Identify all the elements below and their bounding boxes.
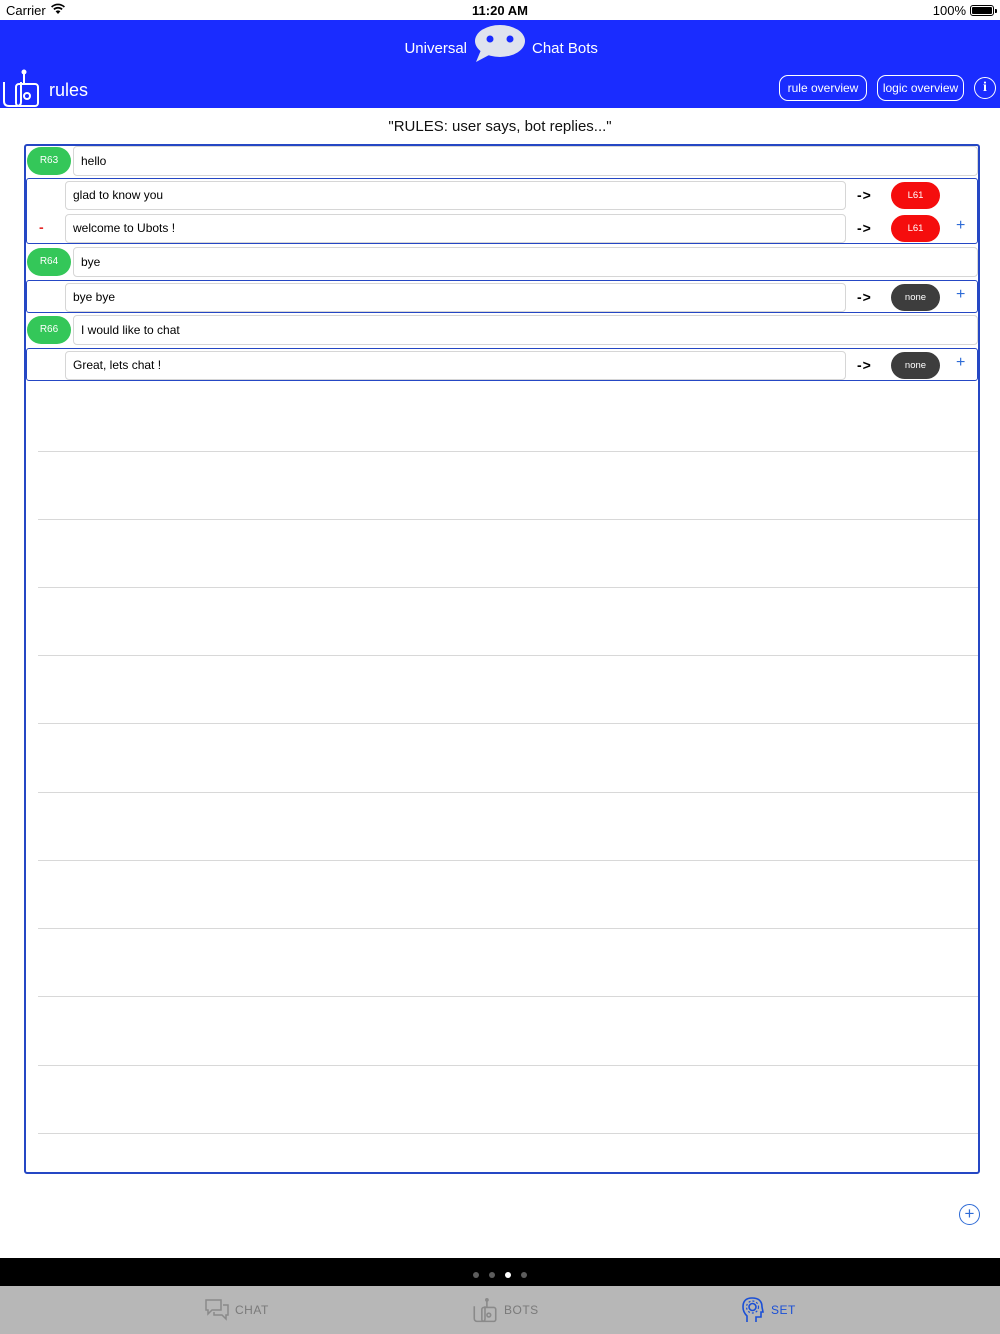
arrow-label: -> [857,187,872,203]
status-bar [0,0,1000,20]
page-dot[interactable] [521,1272,527,1278]
arrow-label: -> [857,289,872,305]
add-reply-button[interactable]: + [956,354,966,371]
brand-left-text: Universal [404,40,467,57]
row-separator [38,1065,978,1066]
logic-badge[interactable]: L61 [891,215,940,242]
battery-icon [970,5,994,16]
tab-chat-label: CHAT [235,1303,269,1317]
battery-percent: 100% [932,3,966,18]
rules-list[interactable] [24,144,980,1174]
row-separator [38,723,978,724]
tab-bots-label: BOTS [504,1303,539,1317]
nav-bar [0,20,1000,108]
row-separator [38,860,978,861]
row-separator [38,587,978,588]
reply-row[interactable] [27,179,977,212]
rule-id-badge[interactable]: R66 [27,316,71,344]
row-separator [38,1133,978,1134]
tab-chat[interactable] [200,1286,290,1334]
reply-text-field[interactable]: welcome to Ubots ! [65,214,846,243]
rule-id-badge[interactable]: R63 [27,147,71,175]
reply-group [26,348,978,381]
page-dot[interactable] [489,1272,495,1278]
ubots-logo-icon [2,68,40,113]
row-separator [38,928,978,929]
rule-text-field[interactable]: I would like to chat [73,315,978,345]
reply-group [26,178,978,244]
reply-text-field[interactable]: Great, lets chat ! [65,351,846,380]
robot-icon [473,1296,497,1329]
arrow-label: -> [857,220,872,236]
brand-right-text: Chat Bots [532,40,598,57]
row-separator [38,519,978,520]
add-reply-button[interactable]: + [956,286,966,303]
rule-overview-button[interactable]: rule overview [779,75,867,101]
reply-row[interactable] [27,349,977,382]
reply-text-field[interactable]: bye bye [65,283,846,312]
screen-title: rules [49,80,89,100]
clock: 11:20 AM [472,3,528,18]
logic-badge[interactable]: none [891,352,940,379]
rule-id-badge[interactable]: R64 [27,248,71,276]
remove-reply-button[interactable]: - [39,219,44,235]
reply-row[interactable] [27,212,977,245]
brand-header [0,24,1000,68]
arrow-label: -> [857,357,872,373]
chat-bubble-logo-icon [473,24,527,69]
row-separator [38,792,978,793]
rule-row[interactable] [26,315,978,345]
rule-text-field[interactable]: bye [73,247,978,277]
page-indicator[interactable] [0,1258,1000,1286]
rule-row[interactable] [26,146,978,176]
carrier-label: Carrier [6,3,46,18]
reply-text-field[interactable]: glad to know you [65,181,846,210]
page-dot-active[interactable] [505,1272,511,1278]
add-rule-button[interactable]: + [959,1204,980,1225]
rule-row[interactable] [26,247,978,277]
row-separator [38,996,978,997]
tab-set[interactable] [740,1286,830,1334]
add-reply-button[interactable]: + [956,217,966,234]
chat-bubbles-icon [204,1298,230,1327]
tab-bots[interactable] [470,1286,560,1334]
page-subtitle: "RULES: user says, bot replies..." [388,118,612,135]
rule-text-field[interactable]: hello [73,146,978,176]
logic-badge[interactable]: L61 [891,182,940,209]
reply-group [26,280,978,313]
row-separator [38,451,978,452]
page-dot[interactable] [473,1272,479,1278]
head-gear-icon [742,1296,764,1329]
logic-badge[interactable]: none [891,284,940,311]
row-separator [38,655,978,656]
logic-overview-button[interactable]: logic overview [877,75,964,101]
tab-set-label: SET [771,1303,796,1317]
tab-bar [0,1286,1000,1334]
info-icon[interactable]: i [974,77,996,99]
reply-row[interactable] [27,281,977,314]
